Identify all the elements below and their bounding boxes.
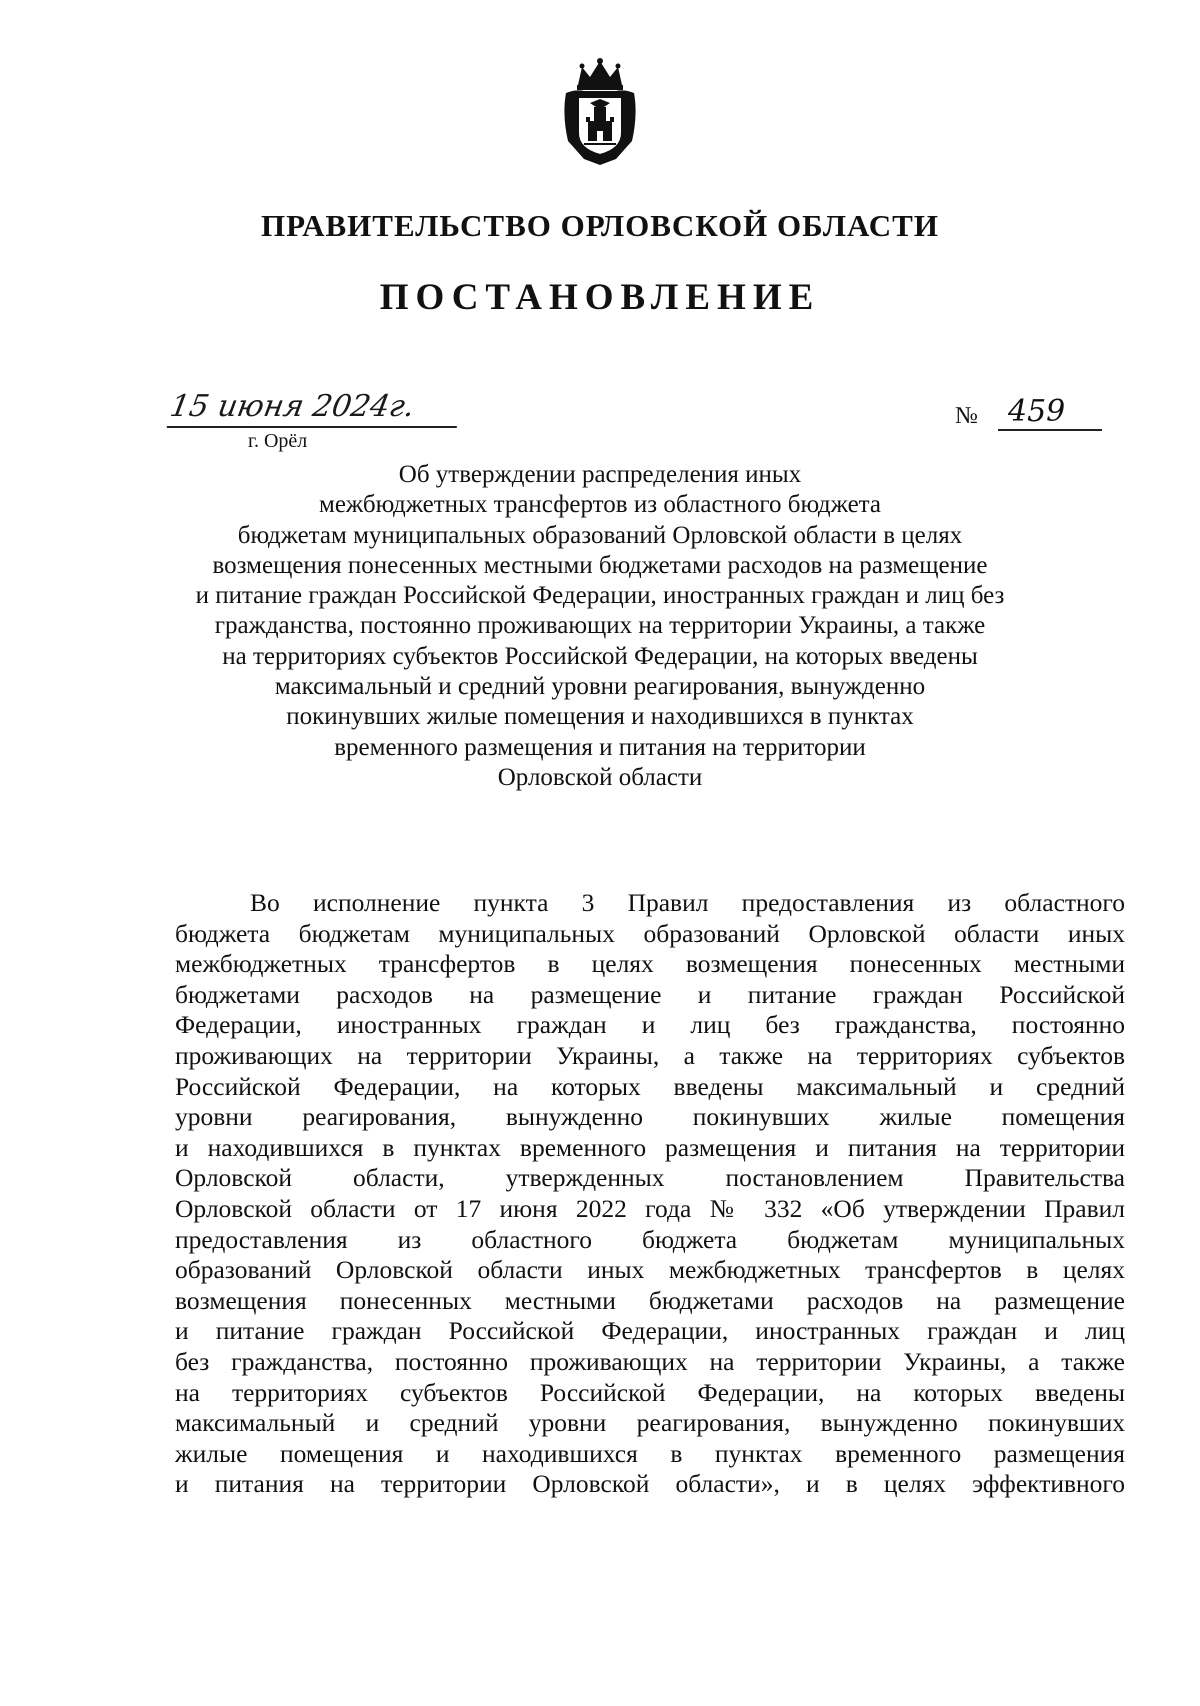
title-line: максимальный и средний уровни реагирования, вынужденно (274, 673, 926, 701)
title-line: на территориях субъектов Российской Федерации, на которых введены (222, 642, 978, 670)
orel-oblast-coat-of-arms-icon (544, 55, 656, 167)
body-line: предоставления из областного бюджета бюджетам муниципальных (175, 1224, 1125, 1254)
handwritten-date: 15 июня 2024г. (167, 390, 464, 428)
body-line: максимальный и средний уровни реагирования, вынужденно покинувших (175, 1408, 1125, 1438)
title-line: межбюджетных трансфертов из областного бюджета (319, 491, 881, 519)
title-line: Об утверждении распределения иных (398, 461, 802, 488)
body-line: жилые помещения и находившихся в пунктах временного размещения (175, 1438, 1125, 1468)
issuing-authority: ПРАВИТЕЛЬСТВО ОРЛОВСКОЙ ОБЛАСТИ (261, 208, 939, 243)
body-paragraph (175, 888, 1125, 1500)
body-line: Федерации, иностранных граждан и лиц без гражданства, постоянно (175, 1010, 1125, 1040)
body-line: межбюджетных трансфертов в целях возмещения понесенных местными (175, 949, 1125, 979)
body-line: и питания на территории Орловской области», и в целях эффективного (175, 1469, 1125, 1499)
title-line: Орловской области (497, 763, 703, 791)
document-type: ПОСТАНОВЛЕНИЕ (379, 277, 821, 318)
body-line: проживающих на территории Украины, а также на территориях субъектов (175, 1040, 1125, 1070)
body-line: Орловской области от 17 июня 2022 года № 332 «Об утверждении Правил (175, 1193, 1125, 1223)
body-line: и находившихся в пунктах временного размещения и питания на территории (175, 1132, 1125, 1162)
body-line: на территориях субъектов Российской Федерации, на которых введены (175, 1377, 1125, 1407)
body-line: Во исполнение пункта 3 Правил предоставления из областного (250, 888, 1125, 917)
body-line: Российской Федерации, на которых введены максимальный и средний (175, 1071, 1125, 1101)
body-line: без гражданства, постоянно проживающих на территории Украины, а также (175, 1346, 1125, 1376)
title-line: бюджетам муниципальных образований Орловской области в целях (237, 521, 963, 549)
body-line: и питание граждан Российской Федерации, иностранных граждан и лиц (175, 1316, 1125, 1346)
body-line: возмещения понесенных местными бюджетами расходов на размещение (175, 1285, 1125, 1315)
handwritten-number: 459 (998, 395, 1102, 431)
title-line: гражданства, постоянно проживающих на территории Украины, а также (214, 612, 986, 640)
body-line: образований Орловской области иных межбюджетных трансфертов в целях (175, 1255, 1125, 1285)
document-number-block (955, 395, 1105, 435)
body-line: бюджетами расходов на размещение и питание граждан Российской (175, 979, 1125, 1009)
number-sign: № (955, 403, 978, 429)
title-line: и питание граждан Российской Федерации, иностранных граждан и лиц без (195, 582, 1005, 610)
body-line: Орловской области, утвержденных постановлением Правительства (175, 1163, 1125, 1193)
title-line: возмещения понесенных местными бюджетами расходов на размещение (212, 551, 988, 579)
title-line: покинувших жилые помещения и находившихся в пунктах (286, 703, 914, 731)
title-line: временного размещения и питания на территории (334, 733, 866, 761)
city-label: г. Орёл (248, 430, 308, 452)
body-line: бюджета бюджетам муниципальных образований Орловской области иных (175, 918, 1125, 948)
document-title (150, 460, 1050, 793)
body-line: уровни реагирования, вынужденно покинувших жилые помещения (175, 1102, 1125, 1132)
date-block (167, 389, 460, 452)
